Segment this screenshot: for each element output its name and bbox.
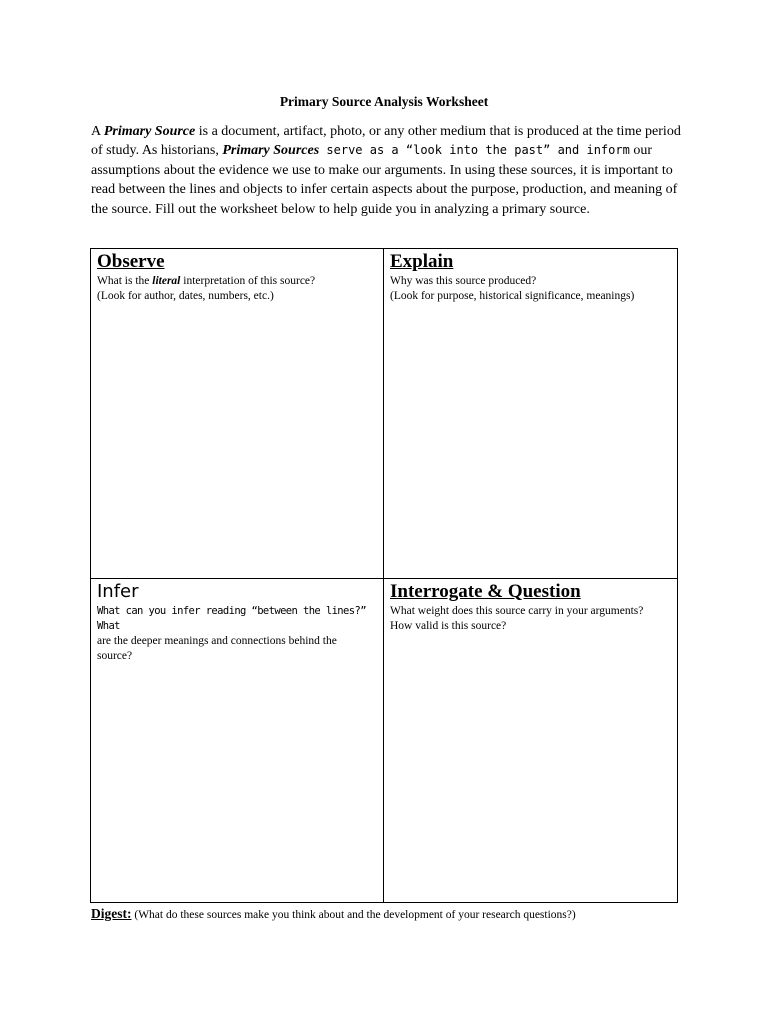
intro-term-primary-source: Primary Source — [103, 124, 196, 139]
observe-heading: Observe — [97, 251, 165, 272]
observe-prompt-b: interpretation of this source? — [180, 275, 316, 287]
explain-box[interactable] — [384, 249, 677, 579]
interrogate-hint: How valid is this source? — [390, 620, 507, 632]
observe-prompt-literal: literal — [152, 275, 181, 287]
infer-box[interactable] — [91, 579, 384, 902]
intro-term-primary-sources: Primary Sources — [222, 143, 320, 159]
observe-box[interactable] — [91, 249, 384, 579]
infer-prompt-line-2: are the deeper meanings and connections behind the — [97, 635, 337, 647]
observe-prompt-a: What is the — [97, 275, 153, 287]
infer-heading: Infer — [97, 581, 139, 602]
explain-heading: Explain — [390, 251, 454, 272]
page-title: Primary Source Analysis Worksheet — [279, 94, 489, 109]
intro-paragraph — [91, 122, 691, 219]
interrogate-prompt: What weight does this source carry in your arguments? — [390, 605, 644, 617]
infer-prompt-line-1: What can you infer reading “between the lines?” What — [97, 605, 366, 632]
digest-prompt: (What do these sources make you think about and the development of your research questions?) — [131, 909, 576, 921]
intro-text-2: is a document, artifact, photo, or any other medium that is produced at the time period of study. As historians, — [91, 124, 681, 159]
observe-prompt — [97, 274, 377, 289]
observe-hint: (Look for author, dates, numbers, etc.) — [97, 290, 274, 302]
explain-hint: (Look for purpose, historical significance, meanings) — [390, 290, 635, 302]
digest-label: Digest: — [91, 906, 132, 921]
digest-line — [91, 906, 576, 922]
interrogate-box[interactable] — [384, 579, 677, 902]
explain-prompt: Why was this source produced? — [390, 275, 537, 287]
analysis-grid — [90, 248, 678, 903]
intro-text-1: A — [91, 124, 104, 139]
interrogate-heading: Interrogate & Question — [390, 581, 581, 602]
intro-text-4: our assumptions about the evidence we use to make our arguments. In using these sources, it is important to read between the lines and objects to infer certain aspects about the purpose, production, and meaning of the source. Fill out the worksheet below to help guide you in analyzing a primary source. — [91, 143, 678, 217]
intro-text-3: serve as a “look into the past” and inform — [319, 143, 630, 158]
infer-prompt-line-3: source? — [97, 650, 133, 662]
